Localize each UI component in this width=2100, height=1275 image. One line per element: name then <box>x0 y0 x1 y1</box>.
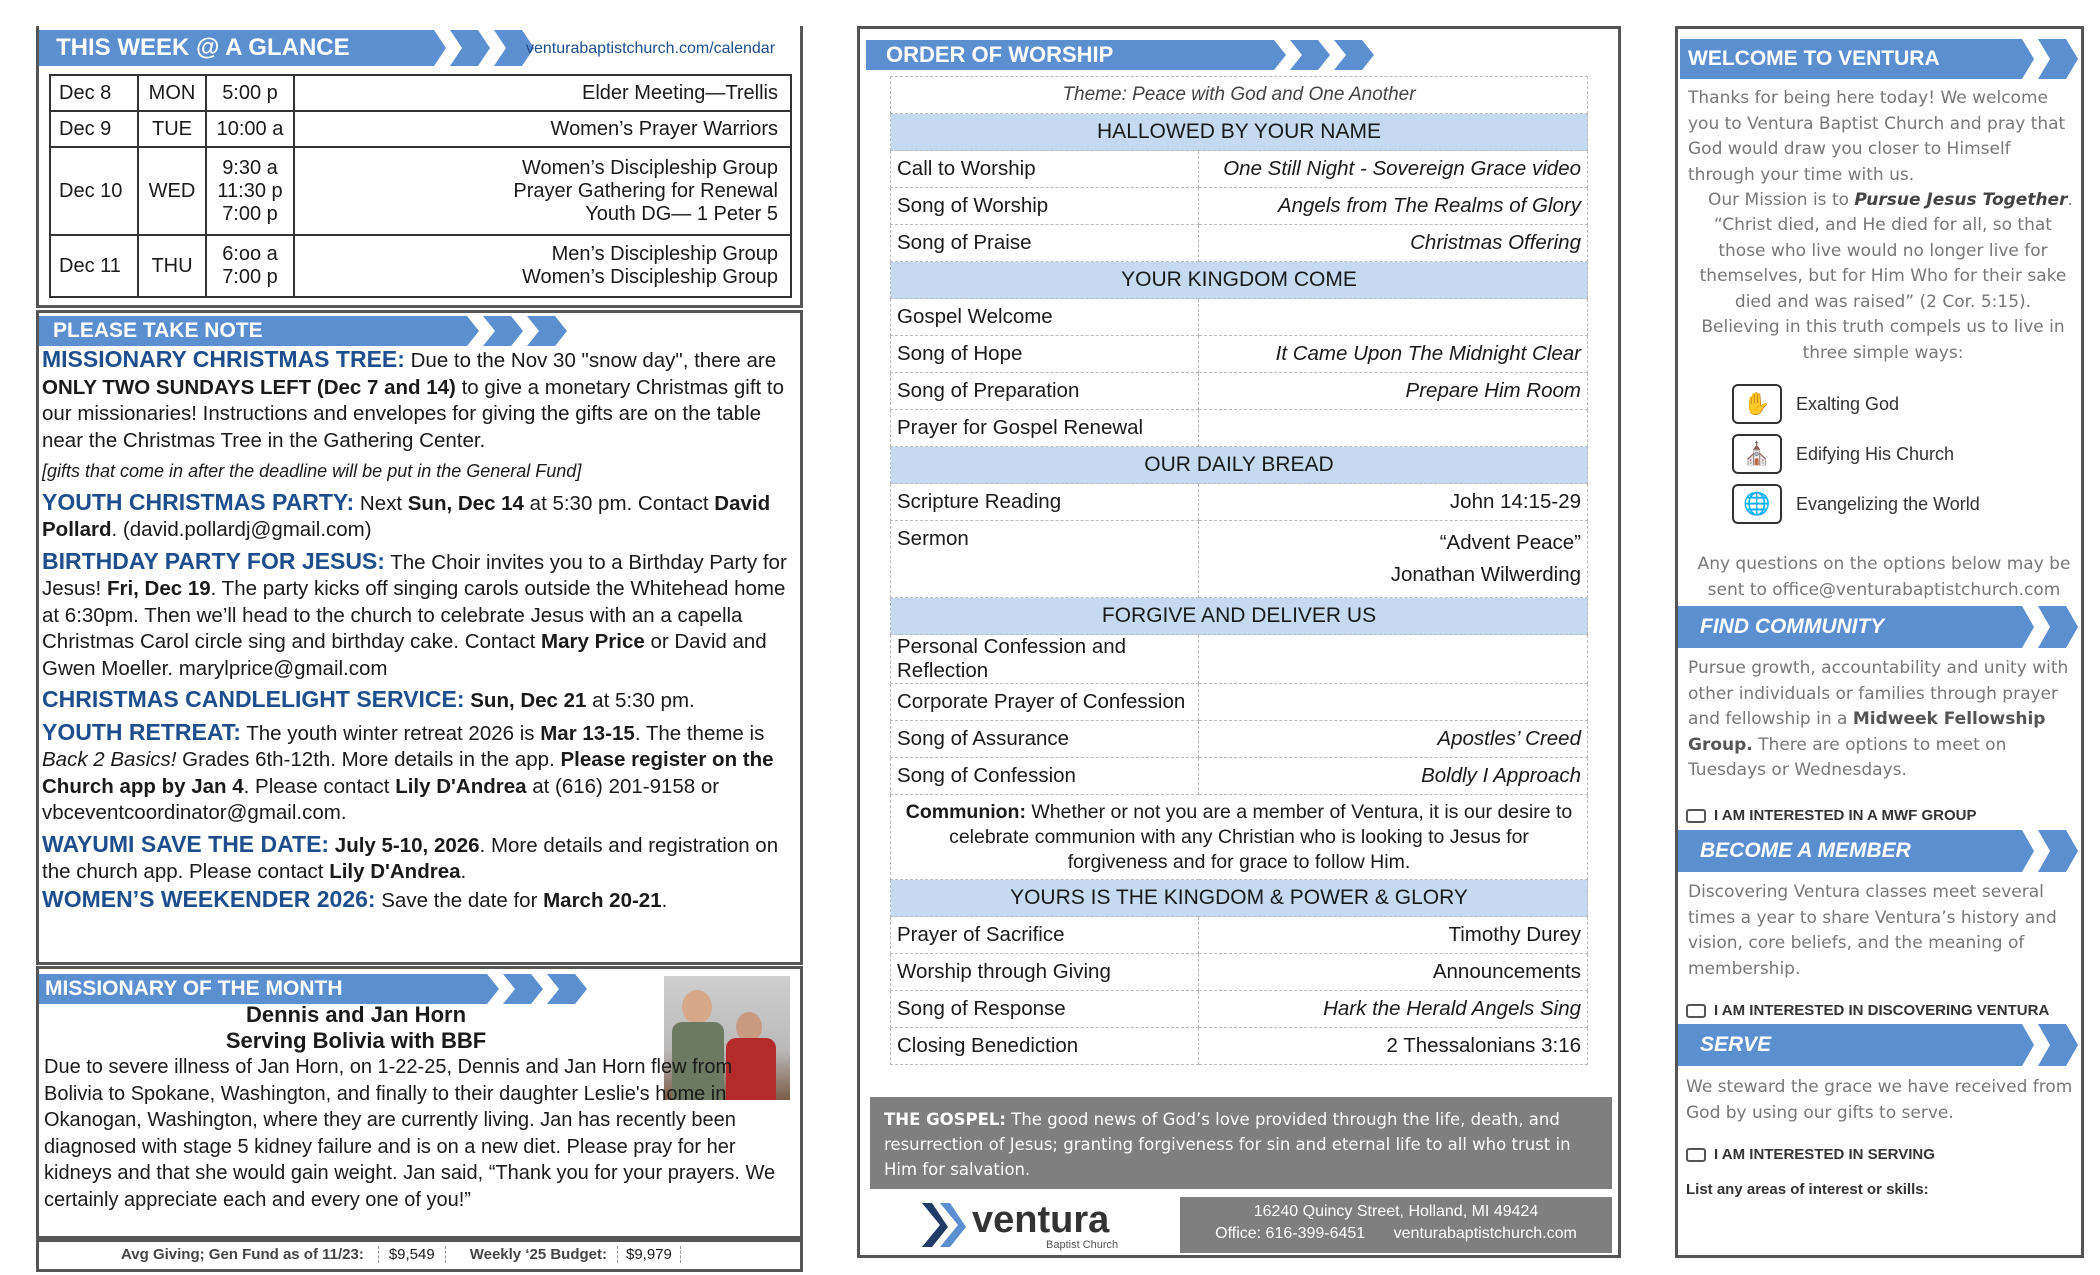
calendar-day: TUE <box>138 111 206 147</box>
calendar-date: Dec 10 <box>50 147 138 235</box>
worship-title: ORDER OF WORSHIP <box>866 40 1246 70</box>
calendar-times <box>206 75 294 111</box>
worship-item-label: Worship through Giving <box>891 954 1199 991</box>
budget-label: Weekly ‘25 Budget: <box>469 1245 607 1263</box>
chevron-icon <box>1246 40 1286 70</box>
calendar-time: 6:oo a <box>222 243 278 265</box>
chevron-icon <box>1994 39 2034 79</box>
left-panel <box>36 26 803 1263</box>
worship-item-label: Song of Preparation <box>891 373 1199 410</box>
calendar-time: 9:30 a <box>222 156 278 179</box>
worship-item <box>891 521 1588 598</box>
hands-icon: ✋ <box>1732 384 1782 424</box>
sermon-title: “Advent Peace” <box>1439 531 1581 554</box>
scripture-quote: “Christ died, and He died for all, so that those who live would no longer live for themselves, but for Him Who for their sake died and was raised” (2 Cor. 5:15). <box>1699 215 2067 312</box>
giving-box <box>36 1236 803 1272</box>
calendar-events <box>294 147 791 235</box>
note-wayumi: WAYUMI SAVE THE DATE: July 5-10, 2026. More details and registration on the church app. Please contact Lily D'Andrea. <box>42 830 779 883</box>
gospel-box: THE GOSPEL: The good news of God’s love provided through the life, death, and resurrection of Jesus; granting forgiveness for sin and eternal life to all who trust in Him for salvation. <box>870 1097 1612 1189</box>
notes-banner <box>39 313 567 349</box>
chevron-icon <box>439 316 479 346</box>
worship-item-value <box>1199 410 1588 447</box>
chevron-icon <box>1994 830 2034 872</box>
chevron-icon <box>503 974 543 1004</box>
sermon-label: Sermon <box>891 521 1199 598</box>
worship-item-label: Call to Worship <box>891 151 1199 188</box>
worship-item-value <box>1199 684 1588 721</box>
worship-item-value: Angels from The Realms of Glory <box>1199 188 1588 225</box>
chevron-icon <box>527 316 567 346</box>
welcome-banner <box>1680 41 2078 77</box>
ventura-logo-icon <box>918 1197 978 1253</box>
calendar-row <box>50 111 791 147</box>
mission-statement: Our Mission is to Pursue Jesus Together. <box>1708 190 2073 210</box>
notes-title: PLEASE TAKE NOTE <box>39 316 439 346</box>
chevron-icon <box>1290 40 1330 70</box>
chevron-icon <box>2038 830 2078 872</box>
calendar-date: Dec 9 <box>50 111 138 147</box>
checkbox-icon[interactable] <box>1686 809 1706 823</box>
serve-text: We steward the grace we have received from God by using our gifts to serve. <box>1686 1077 2073 1123</box>
welcome-panel <box>1675 26 2084 1258</box>
chevron-icon <box>1994 1024 2034 1066</box>
worship-item-value <box>1199 299 1588 336</box>
worship-item-value: Boldly I Approach <box>1199 758 1588 795</box>
church-phone: Office: 616-399-6451 <box>1215 1225 1366 1242</box>
worship-item-value: Prepare Him Room <box>1199 373 1588 410</box>
community-checkbox[interactable]: I AM INTERESTED IN A MWF GROUP <box>1686 807 1977 824</box>
worship-item <box>891 336 1588 373</box>
worship-banner <box>866 37 1374 73</box>
worship-item-label: Corporate Prayer of Confession <box>891 684 1199 721</box>
worship-item-label: Closing Benediction <box>891 1028 1199 1065</box>
note-youth-retreat: YOUTH RETREAT: The youth winter retreat 2026 is Mar 13-15. The theme is Back 2 Basics! Grades 6th-12th. More details in the app. Please register on the Church app by Jan 4. Please contact Lily D'Andrea at (616) 201-9158 or vbceventcoordinator@gmail.com. <box>42 718 774 824</box>
budget-value: $9,979 <box>617 1246 681 1263</box>
section-title: OUR DAILY BREAD <box>891 447 1588 484</box>
note-youth-party: YOUTH CHRISTMAS PARTY: Next Sun, Dec 14 at 5:30 pm. Contact David Pollard. (david.pollardj@gmail.com) <box>42 488 771 541</box>
missionary-title: MISSIONARY OF THE MONTH <box>39 974 459 1004</box>
week-title: THIS WEEK @ A GLANCE <box>36 30 406 66</box>
worship-item-label: Song of Praise <box>891 225 1199 262</box>
worship-item <box>891 954 1588 991</box>
worship-item-label: Prayer for Gospel Renewal <box>891 410 1199 447</box>
chevron-icon <box>483 316 523 346</box>
note-tree: MISSIONARY CHRISTMAS TREE: Due to the Nov 30 "snow day", there are ONLY TWO SUNDAYS LEFT (Dec 7 and 14) to give a monetary Christmas gift to our missionaries! Instructions and envelopes for giving the gifts are on the table near the Christmas Tree in the Gathering Center. <box>42 346 785 452</box>
worship-item-value: Timothy Durey <box>1199 917 1588 954</box>
calendar-event: Elder Meeting—Trellis <box>582 81 778 104</box>
worship-item <box>891 758 1588 795</box>
calendar-event: Prayer Gathering for Renewal <box>513 179 778 202</box>
communion-row <box>891 795 1588 880</box>
calendar-events <box>294 235 791 297</box>
church-address: 16240 Quincy Street, Holland, MI 49424 <box>1253 1203 1539 1220</box>
logo-subtitle: Baptist Church <box>1046 1239 1119 1251</box>
section-header <box>891 598 1588 635</box>
note-tree-deadline: [gifts that come in after the deadline will be put in the General Fund] <box>42 461 582 481</box>
church-website[interactable]: venturabaptistchurch.com <box>1393 1225 1577 1242</box>
calendar-times <box>206 235 294 297</box>
giving-value: $9,549 <box>378 1246 446 1263</box>
calendar-time: 7:00 p <box>222 266 278 288</box>
chevron-icon <box>547 974 587 1004</box>
worship-item <box>891 151 1588 188</box>
section-header <box>891 447 1588 484</box>
calendar-date: Dec 11 <box>50 235 138 297</box>
communion-text: Communion: Whether or not you are a member of Ventura, it is our desire to celebrate communion with any Christian who is looking to Jesus for forgiveness and for grace to follow Him. <box>891 795 1588 880</box>
section-title: HALLOWED BY YOUR NAME <box>891 114 1588 151</box>
worship-item-label: Prayer of Sacrifice <box>891 917 1199 954</box>
calendar-event: Youth DG— 1 Peter 5 <box>585 202 778 225</box>
missionary-name: Dennis and Jan Horn <box>245 1002 467 1027</box>
member-text: Discovering Ventura classes meet several times a year to share Ventura’s history and vision, core beliefs, and the meaning of membership. <box>1688 882 2057 979</box>
worship-item-label: Song of Response <box>891 991 1199 1028</box>
worship-item-value: Christmas Offering <box>1199 225 1588 262</box>
section-title: YOURS IS THE KINGDOM & POWER & GLORY <box>891 880 1588 917</box>
serve-list-label[interactable]: List any areas of interest or skills: <box>1686 1181 1929 1198</box>
worship-item-label: Gospel Welcome <box>891 299 1199 336</box>
globe-icon: 🌐 <box>1732 484 1782 524</box>
way-item <box>1732 429 1980 479</box>
checkbox-icon[interactable] <box>1686 1004 1706 1018</box>
worship-item <box>891 917 1588 954</box>
section-header <box>891 114 1588 151</box>
community-banner <box>1678 609 2078 645</box>
worship-theme: Theme: Peace with God and One Another <box>891 77 1588 114</box>
checkbox-icon[interactable] <box>1686 1148 1706 1162</box>
questions-text: Any questions on the options below may be sent to office@venturabaptistchurch.com <box>1697 554 2071 600</box>
worship-item <box>891 373 1588 410</box>
way-label: Exalting God <box>1796 393 1900 414</box>
worship-item-label: Personal Confession and Reflection <box>891 635 1199 684</box>
section-title: YOUR KINGDOM COME <box>891 262 1588 299</box>
calendar-day: MON <box>138 75 206 111</box>
calendar-date: Dec 8 <box>50 75 138 111</box>
worship-item-value: One Still Night - Sovereign Grace video <box>1199 151 1588 188</box>
sermon-speaker: Jonathan Wilwerding <box>1390 563 1581 586</box>
note-candlelight: CHRISTMAS CANDLELIGHT SERVICE: Sun, Dec 21 at 5:30 pm. <box>42 686 695 712</box>
member-title: BECOME A MEMBER <box>1678 830 1994 872</box>
note-birthday-party: BIRTHDAY PARTY FOR JESUS: The Choir invites you to a Birthday Party for Jesus! Fri, Dec 19. The party kicks off singing carols outside the Whitehead home at 6:30pm. Then we’ll head to the church to celebrate Jesus with an a capella Christmas Carol circle sing and birthday cake. Contact Mary Price or David and Gwen Moeller. marylprice@gmail.com <box>42 547 787 680</box>
serve-checkbox[interactable]: I AM INTERESTED IN SERVING <box>1686 1146 1935 1163</box>
worship-panel <box>857 26 1621 1258</box>
chevron-icon <box>459 974 499 1004</box>
church-logo <box>918 1197 1138 1253</box>
community-text: Pursue growth, accountability and unity with other individuals or families through prayer and fellowship in a Midweek Fellowship Group. There are options to meet on Tuesdays or Wednesdays. <box>1688 658 2069 780</box>
community-title: FIND COMMUNITY <box>1678 606 1994 648</box>
believe-text: Believing in this truth compels us to live in three simple ways: <box>1701 317 2065 363</box>
calendar-event: Women’s Prayer Warriors <box>550 117 778 140</box>
church-icon: ⛪ <box>1732 434 1782 474</box>
sermon-details <box>1199 521 1588 598</box>
contact-box <box>1180 1197 1612 1253</box>
serve-title: SERVE <box>1678 1024 1994 1066</box>
welcome-title: WELCOME TO VENTURA <box>1680 39 1994 79</box>
worship-item-label: Song of Confession <box>891 758 1199 795</box>
note-womens-weekender: WOMEN’S WEEKENDER 2026: Save the date for March 20-21. <box>42 885 668 912</box>
worship-item <box>891 721 1588 758</box>
calendar-time: 10:00 a <box>216 117 284 140</box>
worship-item <box>891 188 1588 225</box>
worship-item-label: Scripture Reading <box>891 484 1199 521</box>
worship-item <box>891 635 1588 684</box>
section-title: FORGIVE AND DELIVER US <box>891 598 1588 635</box>
calendar-day: WED <box>138 147 206 235</box>
section-header <box>891 262 1588 299</box>
worship-item <box>891 1028 1588 1065</box>
worship-item <box>891 225 1588 262</box>
worship-item <box>891 684 1588 721</box>
way-item <box>1732 379 1980 429</box>
worship-item-value: It Came Upon The Midnight Clear <box>1199 336 1588 373</box>
calendar-row <box>50 75 791 111</box>
serve-banner <box>1678 1027 2078 1063</box>
worship-item-value: Announcements <box>1199 954 1588 991</box>
calendar-times <box>206 111 294 147</box>
welcome-intro: Thanks for being here today! We welcome you to Ventura Baptist Church and pray that God would draw you closer to Himself through your time with us. <box>1688 88 2066 185</box>
worship-item-value: 2 Thessalonians 3:16 <box>1199 1028 1588 1065</box>
missionary-body: Due to severe illness of Jan Horn, on 1-22-25, Dennis and Jan Horn flew from Bolivia to Spokane, Washington, and finally to their daughter Leslie's home in Okanogan, Washington, where they are currently living. Jan has recently been diagnosed with stage 5 kidney failure and is on a new diet. Please pray for her kidneys and that she would gain weight. Jan said, “Thank you for your prayers. We certainly appreciate each and every one of you!” <box>44 1056 776 1211</box>
member-banner <box>1678 833 2078 869</box>
worship-item <box>891 991 1588 1028</box>
calendar-events <box>294 75 791 111</box>
chevron-icon <box>1334 40 1374 70</box>
chevron-icon <box>2038 39 2078 79</box>
calendar-event: Women’s Discipleship Group <box>521 156 778 179</box>
worship-item-value: John 14:15-29 <box>1199 484 1588 521</box>
calendar-event: Men’s Discipleship Group <box>551 243 778 265</box>
notes-content <box>42 346 794 918</box>
calendar-event: Women’s Discipleship Group <box>521 266 778 288</box>
calendar-url[interactable]: venturabaptistchurch.com/calendar <box>526 40 776 57</box>
worship-item-label: Song of Hope <box>891 336 1199 373</box>
way-label: Edifying His Church <box>1796 443 1955 464</box>
calendar-row <box>50 147 791 235</box>
calendar-time: 7:00 p <box>222 202 278 225</box>
chevron-icon <box>1994 606 2034 648</box>
worship-item-value: Apostles’ Creed <box>1199 721 1588 758</box>
calendar-events <box>294 111 791 147</box>
week-calendar <box>49 74 792 298</box>
chevron-icon <box>2038 606 2078 648</box>
calendar-times <box>206 147 294 235</box>
giving-label: Avg Giving; Gen Fund as of 11/23: <box>121 1245 364 1263</box>
calendar-time: 11:30 p <box>217 179 283 202</box>
missionary-subtitle: Serving Bolivia with BBF <box>225 1028 487 1053</box>
logo-name: ventura <box>972 1199 1110 1241</box>
calendar-time: 5:00 p <box>222 81 278 104</box>
calendar-day: THU <box>138 235 206 297</box>
worship-item <box>891 299 1588 336</box>
worship-item-value <box>1199 635 1588 684</box>
member-checkbox[interactable]: I AM INTERESTED IN DISCOVERING VENTURA <box>1686 1002 2049 1019</box>
theme-row <box>891 77 1588 114</box>
worship-item-label: Song of Worship <box>891 188 1199 225</box>
worship-item-label: Song of Assurance <box>891 721 1199 758</box>
calendar-row <box>50 235 791 297</box>
section-header <box>891 880 1588 917</box>
worship-item <box>891 484 1588 521</box>
three-ways <box>1732 379 1980 529</box>
way-label: Evangelizing the World <box>1796 493 1980 514</box>
way-item <box>1732 479 1980 529</box>
chevron-icon <box>2038 1024 2078 1066</box>
order-of-worship <box>890 76 1588 1065</box>
worship-item <box>891 410 1588 447</box>
worship-item-value: Hark the Herald Angels Sing <box>1199 991 1588 1028</box>
